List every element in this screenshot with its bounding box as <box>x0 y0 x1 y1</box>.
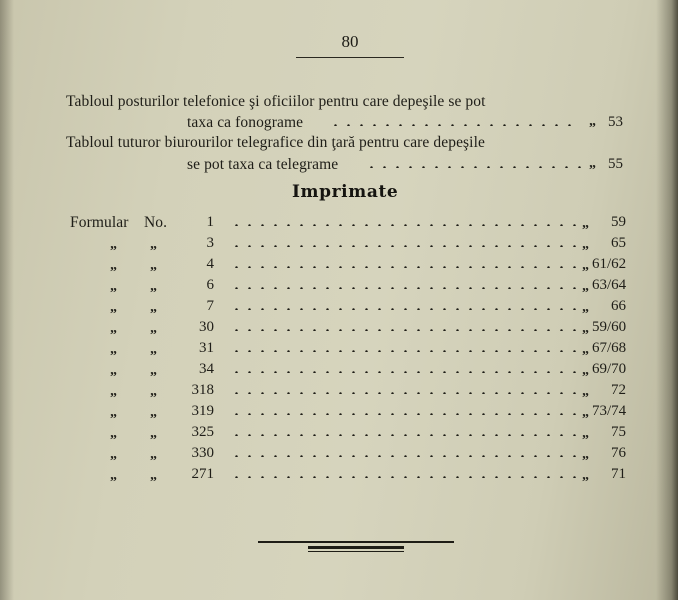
form-leader <box>230 350 578 352</box>
ditto-no: „ <box>150 405 157 420</box>
form-number: 271 <box>191 466 214 482</box>
closing-rule-bottom <box>308 551 404 552</box>
form-page: 59 <box>611 214 626 230</box>
form-row <box>0 445 678 467</box>
form-number: 319 <box>191 403 214 419</box>
page-number: 80 <box>341 32 359 51</box>
ditto-no: „ <box>150 468 157 483</box>
ditto-no: „ <box>150 258 157 273</box>
formular-label: Formular <box>70 214 129 231</box>
form-leader <box>230 434 578 436</box>
ditto-formular: „ <box>110 384 117 399</box>
page-ditto: „ <box>582 342 589 357</box>
form-leader <box>230 287 578 289</box>
entry-1-line-2: taxa ca fonograme <box>187 114 304 131</box>
form-page: 71 <box>611 466 626 482</box>
form-leader <box>230 329 578 331</box>
ditto-no: „ <box>150 237 157 252</box>
form-page: 72 <box>611 382 626 398</box>
no-label: No. <box>144 214 168 231</box>
ditto-no: „ <box>150 321 157 336</box>
form-leader <box>230 413 578 415</box>
form-page: 75 <box>611 424 626 440</box>
ditto-formular: „ <box>110 405 117 420</box>
entry-1-page: 53 <box>608 114 623 130</box>
page-ditto: „ <box>582 321 589 336</box>
form-row <box>0 361 678 383</box>
form-number: 6 <box>206 277 214 293</box>
form-number: 325 <box>191 424 214 440</box>
form-leader <box>230 476 578 478</box>
form-page: 59/60 <box>592 319 627 335</box>
entry-2-line-2: se pot taxa ca telegrame <box>187 156 339 173</box>
entry-2-leader <box>365 166 581 168</box>
form-row <box>0 256 678 278</box>
form-row <box>0 340 678 362</box>
header-rule <box>296 57 404 58</box>
form-leader <box>230 455 578 457</box>
closing-rule-middle <box>308 546 404 549</box>
ditto-formular: „ <box>110 321 117 336</box>
entry-1-line-1: Tabloul posturilor telefonice şi oficiilor pentru care depeşile se pot <box>66 93 486 110</box>
ditto-no: „ <box>150 447 157 462</box>
page-ditto: „ <box>582 405 589 420</box>
ditto-formular: „ <box>110 258 117 273</box>
form-page: 61/62 <box>592 256 627 272</box>
ditto-no: „ <box>150 426 157 441</box>
form-leader <box>230 371 578 373</box>
form-number: 1 <box>206 214 214 230</box>
ditto-no: „ <box>150 279 157 294</box>
entry-2-ditto: „ <box>589 156 596 171</box>
page-ditto: „ <box>582 216 589 231</box>
form-number: 4 <box>206 256 214 272</box>
ditto-formular: „ <box>110 237 117 252</box>
page-ditto: „ <box>582 237 589 252</box>
form-page: 73/74 <box>592 403 627 419</box>
ditto-formular: „ <box>110 447 117 462</box>
form-number: 30 <box>199 319 214 335</box>
page-ditto: „ <box>582 447 589 462</box>
ditto-no: „ <box>150 300 157 315</box>
ditto-formular: „ <box>110 426 117 441</box>
form-number: 7 <box>206 298 214 314</box>
ditto-formular: „ <box>110 342 117 357</box>
page-ditto: „ <box>582 258 589 273</box>
entry-2-page: 55 <box>608 156 623 172</box>
entry-2-line-1: Tabloul tuturor biurourilor telegrafice din ţară pentru care depeşile <box>66 134 485 151</box>
form-page: 76 <box>611 445 626 461</box>
form-page: 65 <box>611 235 626 251</box>
ditto-formular: „ <box>110 363 117 378</box>
form-row <box>0 382 678 404</box>
form-number: 31 <box>199 340 214 356</box>
form-leader <box>230 392 578 394</box>
form-page: 66 <box>611 298 626 314</box>
form-row <box>0 214 678 236</box>
form-page: 63/64 <box>592 277 627 293</box>
form-number: 3 <box>206 235 214 251</box>
ditto-no: „ <box>150 384 157 399</box>
form-row <box>0 319 678 341</box>
page-ditto: „ <box>582 279 589 294</box>
section-title: Imprimate <box>292 182 399 202</box>
ditto-formular: „ <box>110 300 117 315</box>
page-ditto: „ <box>582 363 589 378</box>
form-row <box>0 424 678 446</box>
form-number: 318 <box>191 382 214 398</box>
form-number: 34 <box>199 361 214 377</box>
ditto-formular: „ <box>110 279 117 294</box>
ditto-no: „ <box>150 363 157 378</box>
form-number: 330 <box>191 445 214 461</box>
form-row <box>0 403 678 425</box>
page-ditto: „ <box>582 468 589 483</box>
form-row <box>0 277 678 299</box>
form-page: 67/68 <box>592 340 627 356</box>
closing-rule-top <box>258 541 454 543</box>
form-leader <box>230 308 578 310</box>
form-leader <box>230 266 578 268</box>
form-row <box>0 235 678 257</box>
form-row <box>0 298 678 320</box>
entry-1-leader <box>329 124 581 126</box>
form-leader <box>230 224 578 226</box>
page-ditto: „ <box>582 300 589 315</box>
form-page: 69/70 <box>592 361 627 377</box>
entry-1-ditto: „ <box>589 114 596 129</box>
form-row <box>0 466 678 488</box>
ditto-formular: „ <box>110 468 117 483</box>
page-ditto: „ <box>582 384 589 399</box>
page-ditto: „ <box>582 426 589 441</box>
form-leader <box>230 245 578 247</box>
ditto-no: „ <box>150 342 157 357</box>
